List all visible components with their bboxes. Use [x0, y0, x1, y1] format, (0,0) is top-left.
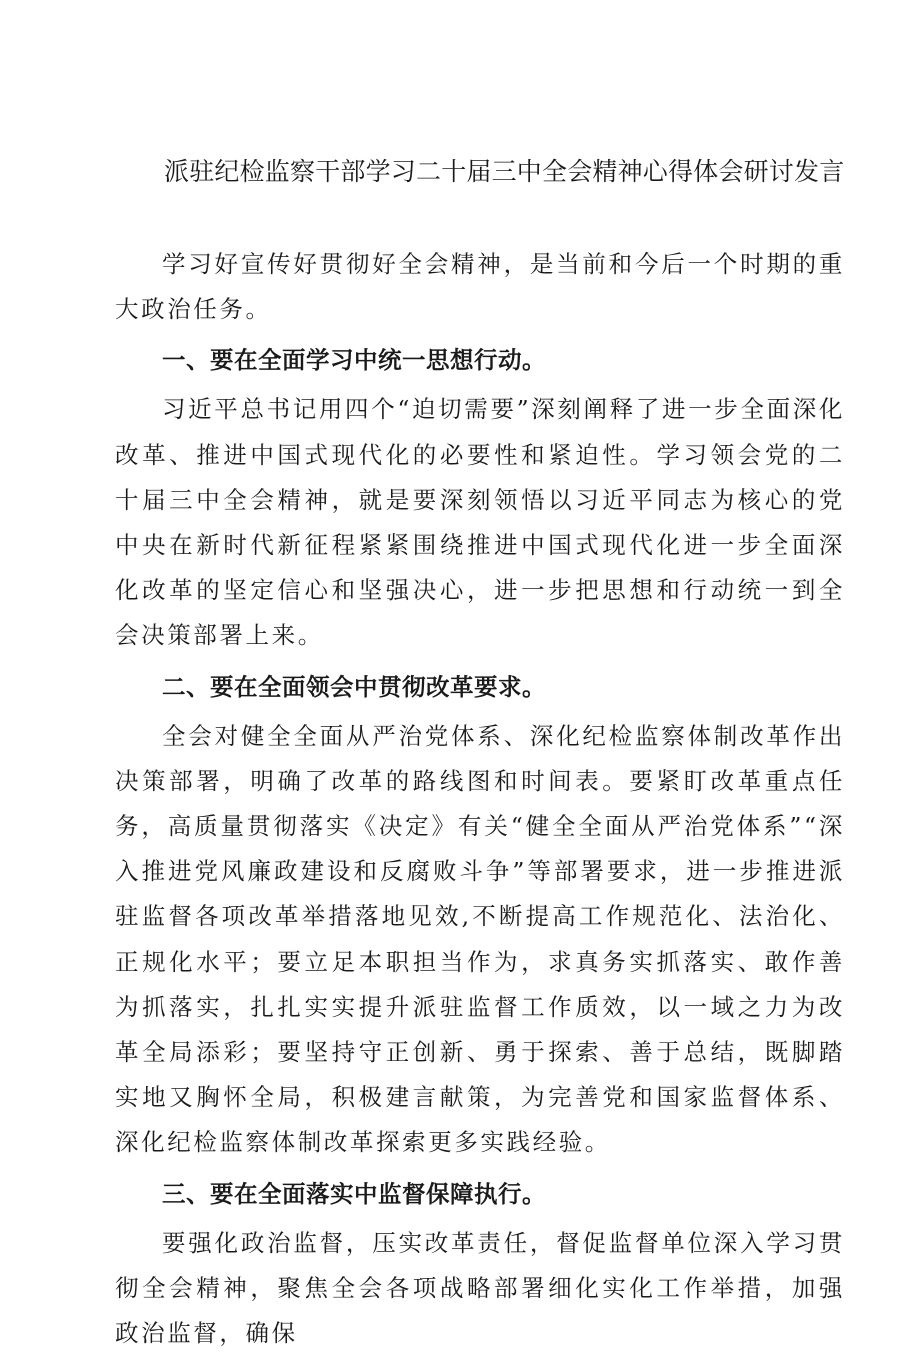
document-body: [115, 242, 845, 1356]
section-2-paragraph: 全会对健全全面从严治党体系、深化纪检监察体制改革作出决策部署，明确了改革的路线图和时间表。要紧盯改革重点任务，高质量贯彻落实《决定》有关“健全全面从严治党体系”“深入推进党风廉政建设和反腐败斗争”等部署要求，进一步推进派驻监督各项改革举措落地见效,不断提高工作规范化、法治化、正规化水平；要立足本职担当作为，求真务实抓落实、敢作善为抓落实，扎扎实实提升派驻监督工作质效，以一域之力为改革全局添彩；要坚持守正创新、勇于探索、善于总结，既脚踏实地又胸怀全局，积极建言献策，为完善党和国家监督体系、深化纪检监察体制改革探索更多实践经验。: [115, 721, 845, 1157]
section-1-heading: 一、要在全面学习中统一思想行动。: [162, 346, 546, 375]
section-2-heading: 二、要在全面领会中贯彻改革要求。: [162, 672, 546, 701]
intro-paragraph: 学习好宣传好贯彻好全会精神，是当前和今后一个时期的重大政治任务。: [115, 250, 845, 324]
section-1-paragraph: 习近平总书记用四个“迫切需要”深刻阐释了进一步全面深化改革、推进中国式现代化的必要性和紧迫性。学习领会党的二十届三中全会精神，就是要深刻领悟以习近平同志为核心的党中央在新时代新征程紧紧围绕推进中国式现代化进一步全面深化改革的坚定信心和坚强决心，进一步把思想和行动统一到全会决策部署上来。: [115, 395, 845, 650]
document-title: 派驻纪检监察干部学习二十届三中全会精神心得体会研讨发言: [164, 157, 845, 186]
section-3-heading: 三、要在全面落实中监督保障执行。: [162, 1179, 546, 1208]
section-3-paragraph: 要强化政治监督，压实改革责任，督促监督单位深入学习贯彻全会精神，聚焦全会各项战略部署细化实化工作举措，加强政治监督，确保: [115, 1228, 845, 1348]
